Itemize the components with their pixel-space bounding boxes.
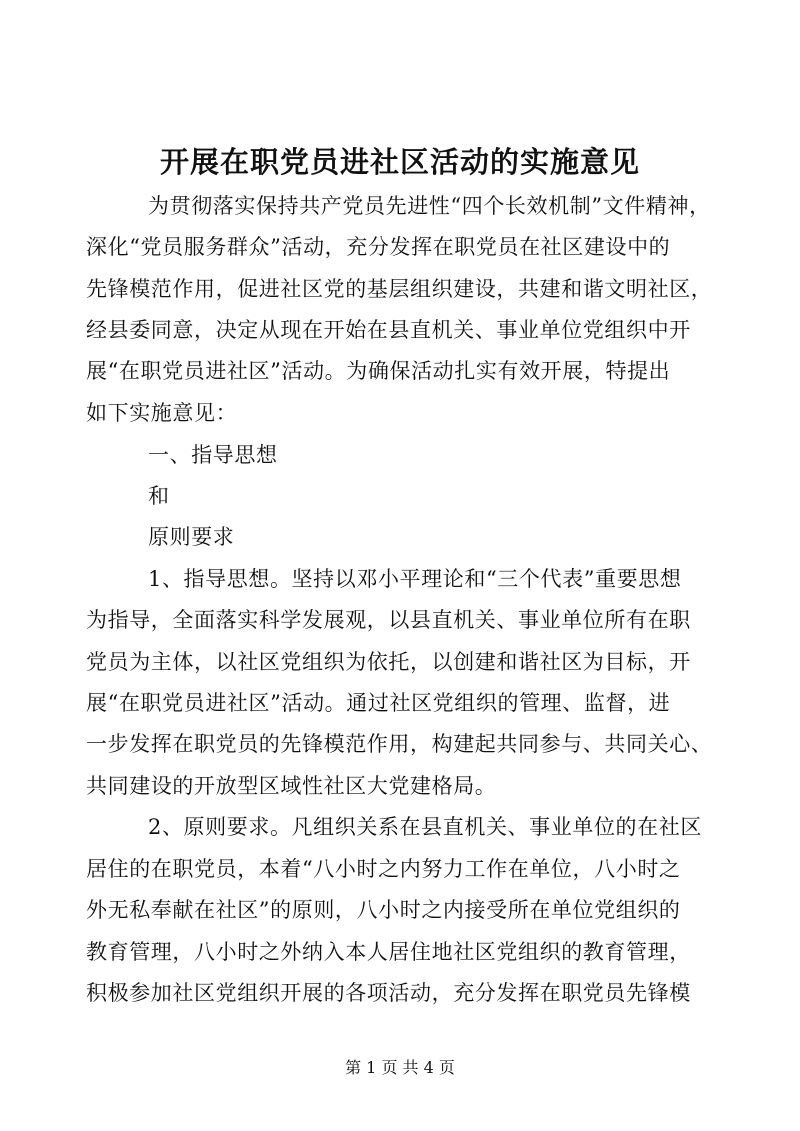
body-line: 一步发挥在职党员的先锋模范作用，构建起共同参与、共同关心、	[86, 732, 713, 756]
section-heading: 一、指导思想	[148, 443, 278, 467]
body-line: 如下实施意见：	[86, 401, 238, 425]
body-line: 积极参加社区党组织开展的各项活动，充分发挥在职党员先锋模	[86, 981, 691, 1005]
body-line: 展“在职党员进社区”活动。通过社区党组织的管理、监督，进	[86, 691, 671, 715]
body-line: 先锋模范作用，促进社区党的基层组织建设，共建和谐文明社区，	[86, 277, 713, 301]
body-line: 共同建设的开放型区域性社区大党建格局。	[86, 774, 497, 798]
document-title: 开展在职党员进社区活动的实施意见	[159, 145, 640, 179]
body-line: 深化“党员服务群众”活动，充分发挥在职党员在社区建设中的	[86, 235, 671, 259]
body-line: 居住的在职党员，本着“八小时之内努力工作在单位，八小时之	[86, 857, 681, 881]
body-line: 2、原则要求。凡组织关系在县直机关、事业单位的在社区	[148, 815, 702, 839]
body-line: 为指导，全面落实科学发展观，以县直机关、事业单位所有在职	[86, 608, 691, 632]
body-line: 党员为主体，以社区党组织为依托，以创建和谐社区为目标，开	[86, 650, 691, 674]
body-line: 1、指导思想。坚持以邓小平理论和“三个代表”重要思想	[148, 567, 682, 591]
body-line: 为贯彻落实保持共产党员先进性“四个长效机制”文件精神，	[148, 194, 711, 218]
body-line: 经县委同意，决定从现在开始在县直机关、事业单位党组织中开	[86, 318, 691, 342]
section-heading: 原则要求	[148, 525, 235, 549]
page-number: 第 1 页 共 4 页	[345, 1058, 455, 1077]
body-line: 展“在职党员进社区”活动。为确保活动扎实有效开展，特提出	[86, 359, 671, 383]
body-line: 外无私奉献在社区”的原则，八小时之内接受所在单位党组织的	[86, 898, 681, 922]
section-heading: 和	[148, 484, 170, 508]
body-line: 教育管理，八小时之外纳入本人居住地社区党组织的教育管理，	[86, 940, 691, 964]
